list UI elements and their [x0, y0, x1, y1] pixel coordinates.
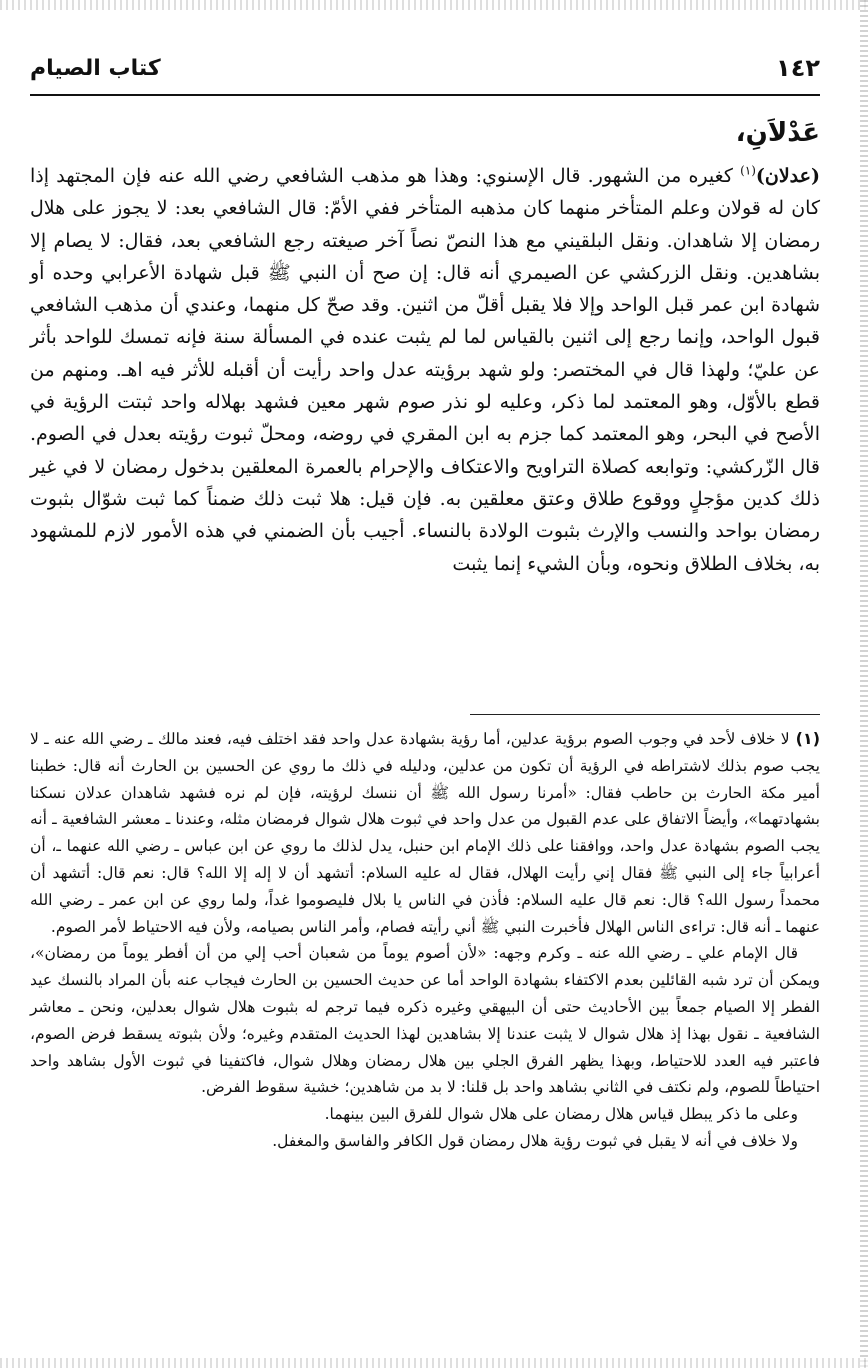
footnote-paragraph-1	[30, 726, 820, 940]
footnote-separator	[470, 714, 820, 715]
header-rule	[30, 94, 820, 96]
main-paragraph	[30, 160, 820, 580]
running-title: كتاب الصيام	[30, 56, 161, 81]
page-header	[30, 54, 820, 90]
headword: (عدلان)	[755, 165, 820, 187]
footnote-paragraph-4: ولا خلاف في أنه لا يقبل في ثبوت رؤية هلال رمضان قول الكافر والفاسق والمغفل.	[272, 1131, 798, 1150]
footnotes-section	[30, 726, 820, 1155]
footnote-paragraph-3: وعلى ما ذكر يبطل قياس هلال رمضان على هلال شوال للفرق البين بينهما.	[324, 1105, 798, 1124]
main-body: كغيره من الشهور. قال الإسنوي: وهذا هو مذهب الشافعي رضي الله عنه فإن المجتهد إذا كان له قولان وعلم المتأخر منهما كان مذهبه المتأخر ففي الأمّ: قال الشافعي بعد: لا يجوز على هلال رمضان إلا شاهدان. ونقل البلقيني مع هذا النصّ نصاً آخر صيغته رجع الشافعي بعد، فقال: لا يصام إلا بشاهدين. ونقل الزركشي عن الصيمري أنه قال: إن صح أن النبي ﷺ قبل شهادة الأعرابي وحده أو شهادة ابن عمر قبل الواحد وإلا فلا يقبل أقلّ من اثنين. وقد صحّ كل منهما، وعندي أن مذهب الشافعي قبول الواحد، وإنما رجع إلى اثنين بالقياس لما لم يثبت عنده في المسألة سنة فإنه تمسك للواحد بأثر عن عليّ؛ ولهذا قال في المختصر: ولو شهد برؤيته عدل واحد رأيت أن أقبله للأثر فيه اهـ. ومنهم من قطع بالأوّل، وهو المعتمد لما ذكر، وعليه لو نذر صوم شهر معين فشهد بهلاله واحد ثبتت الرؤية في الأصح في البحر، وهو المعتمد كما جزم به ابن المقري في روضه، ومحلّ ثبوت رؤيته بعدل في الصوم. قال الزّركشي: وتوابعه كصلاة التراويح والاعتكاف والإحرام بالعمرة المعلقين بدخول رمضان لا في غير ذلك كدين مؤجلٍ ووقوع طلاق وعتق معلقين به. فإن قيل: هلا ثبت ذلك ضمناً كما ثبت شوّال بثبوت رمضان بواحد والنسب والإرث بثبوت الولادة بالنساء. أجيب بأن الضمني في هذه الأمور لازم للمشهود به، بخلاف الطلاق ونحوه، وبأن الشيء إنما يثبت	[30, 165, 820, 575]
footnote-reference[interactable]: (١)	[740, 163, 756, 178]
footnote-paragraph-2: قال الإمام علي ـ رضي الله عنه ـ وكرم وجهه: «لأن أصوم يوماً من شعبان أحب إلي من أن أفطر يوماً من رمضان»، ويمكن أن ترد شبه القائلين بعدم الاكتفاء بشهادة الواحد أما عن حديث الحسين بن الحارث فيجاب عنه بأن المراد بالنسك عيد الفطر إلا الصيام جمعاً بين الأحاديث حتى أن البيهقي وغيره ذكره فيما ترجم له بثبوت هلال شوال بعدلين، ونحن ـ معاشر الشافعية ـ نقول بهذا إذ هلال شوال لا يثبت عندنا إلا بشاهدين لهذا الحديث المتقدم وغيره؛ ولأن بثبوته يسقط فرض الصوم، فاعتبر فيه العدد للاحتياط، وبهذا يظهر الفرق الجلي بين هلال رمضان وهلال شوال، فاكتفينا في ثبوت الأول بشاهد واحد احتياطاً للصوم، ولم نكتف في الثاني بشاهد واحد بل قلنا: لا بد من شاهدين؛ خشية سقوط الفرض.	[30, 944, 820, 1097]
page-edge-right	[860, 0, 868, 1368]
footnote-number: (١)	[795, 729, 820, 748]
page-edge-top	[0, 0, 868, 10]
matn-lead-word: عَدْلاَنِ،	[735, 118, 820, 148]
page-edge-bottom	[0, 1358, 868, 1368]
footnote-text-1: لا خلاف لأحد في وجوب الصوم برؤية عدلين، أما رؤية بشهادة عدل واحد فقد اختلف فيه، فعند مالك ـ رضي الله عنه ـ لا يجب صوم بذلك لاشتراطه في الرؤية أن تكون من عدلين، ودليله في ذلك ما روي عن الحسين بن الحارث أنه قال: خطبنا أمير مكة الحارث بن حاطب فقال: «أمرنا رسول الله ﷺ أن ننسك لرؤيته، فإن لم نره فشهد شاهدان عدلان نسكنا بشهادتهما»، وأيضاً الاتفاق على عدم القبول من عدل واحد في ثبوت هلال شوال فرمضان مثله، وعندنا ـ معشر الشافعية ـ أنه يجب الصوم بشهادة عدل واحد، ووافقنا على ذلك الإمام ابن حنبل، يدل لذلك ما روي عن ابن عباس ـ رضي الله عنهما ـ، أن أعرابياً جاء إلى النبي ﷺ فقال إني رأيت الهلال، فقال له عليه السلام: أتشهد أن لا إله إلا الله؟ قال: نعم قال: أتشهد أن محمداً رسول الله؟ قال: نعم قال عليه السلام: فأذن في الناس يا بلال فليصوموا غداً، ولما روي عن ابن عمر ـ رضي الله عنهما ـ أنه قال: تراءى الناس الهلال فأخبرت النبي ﷺ أني رأيته فصام، وأمر الناس بصيامه، ولأن فيه الاحتياط لأمر الصوم.	[30, 730, 820, 936]
main-commentary-text	[30, 160, 820, 580]
page-number: ١٤٢	[776, 54, 820, 82]
